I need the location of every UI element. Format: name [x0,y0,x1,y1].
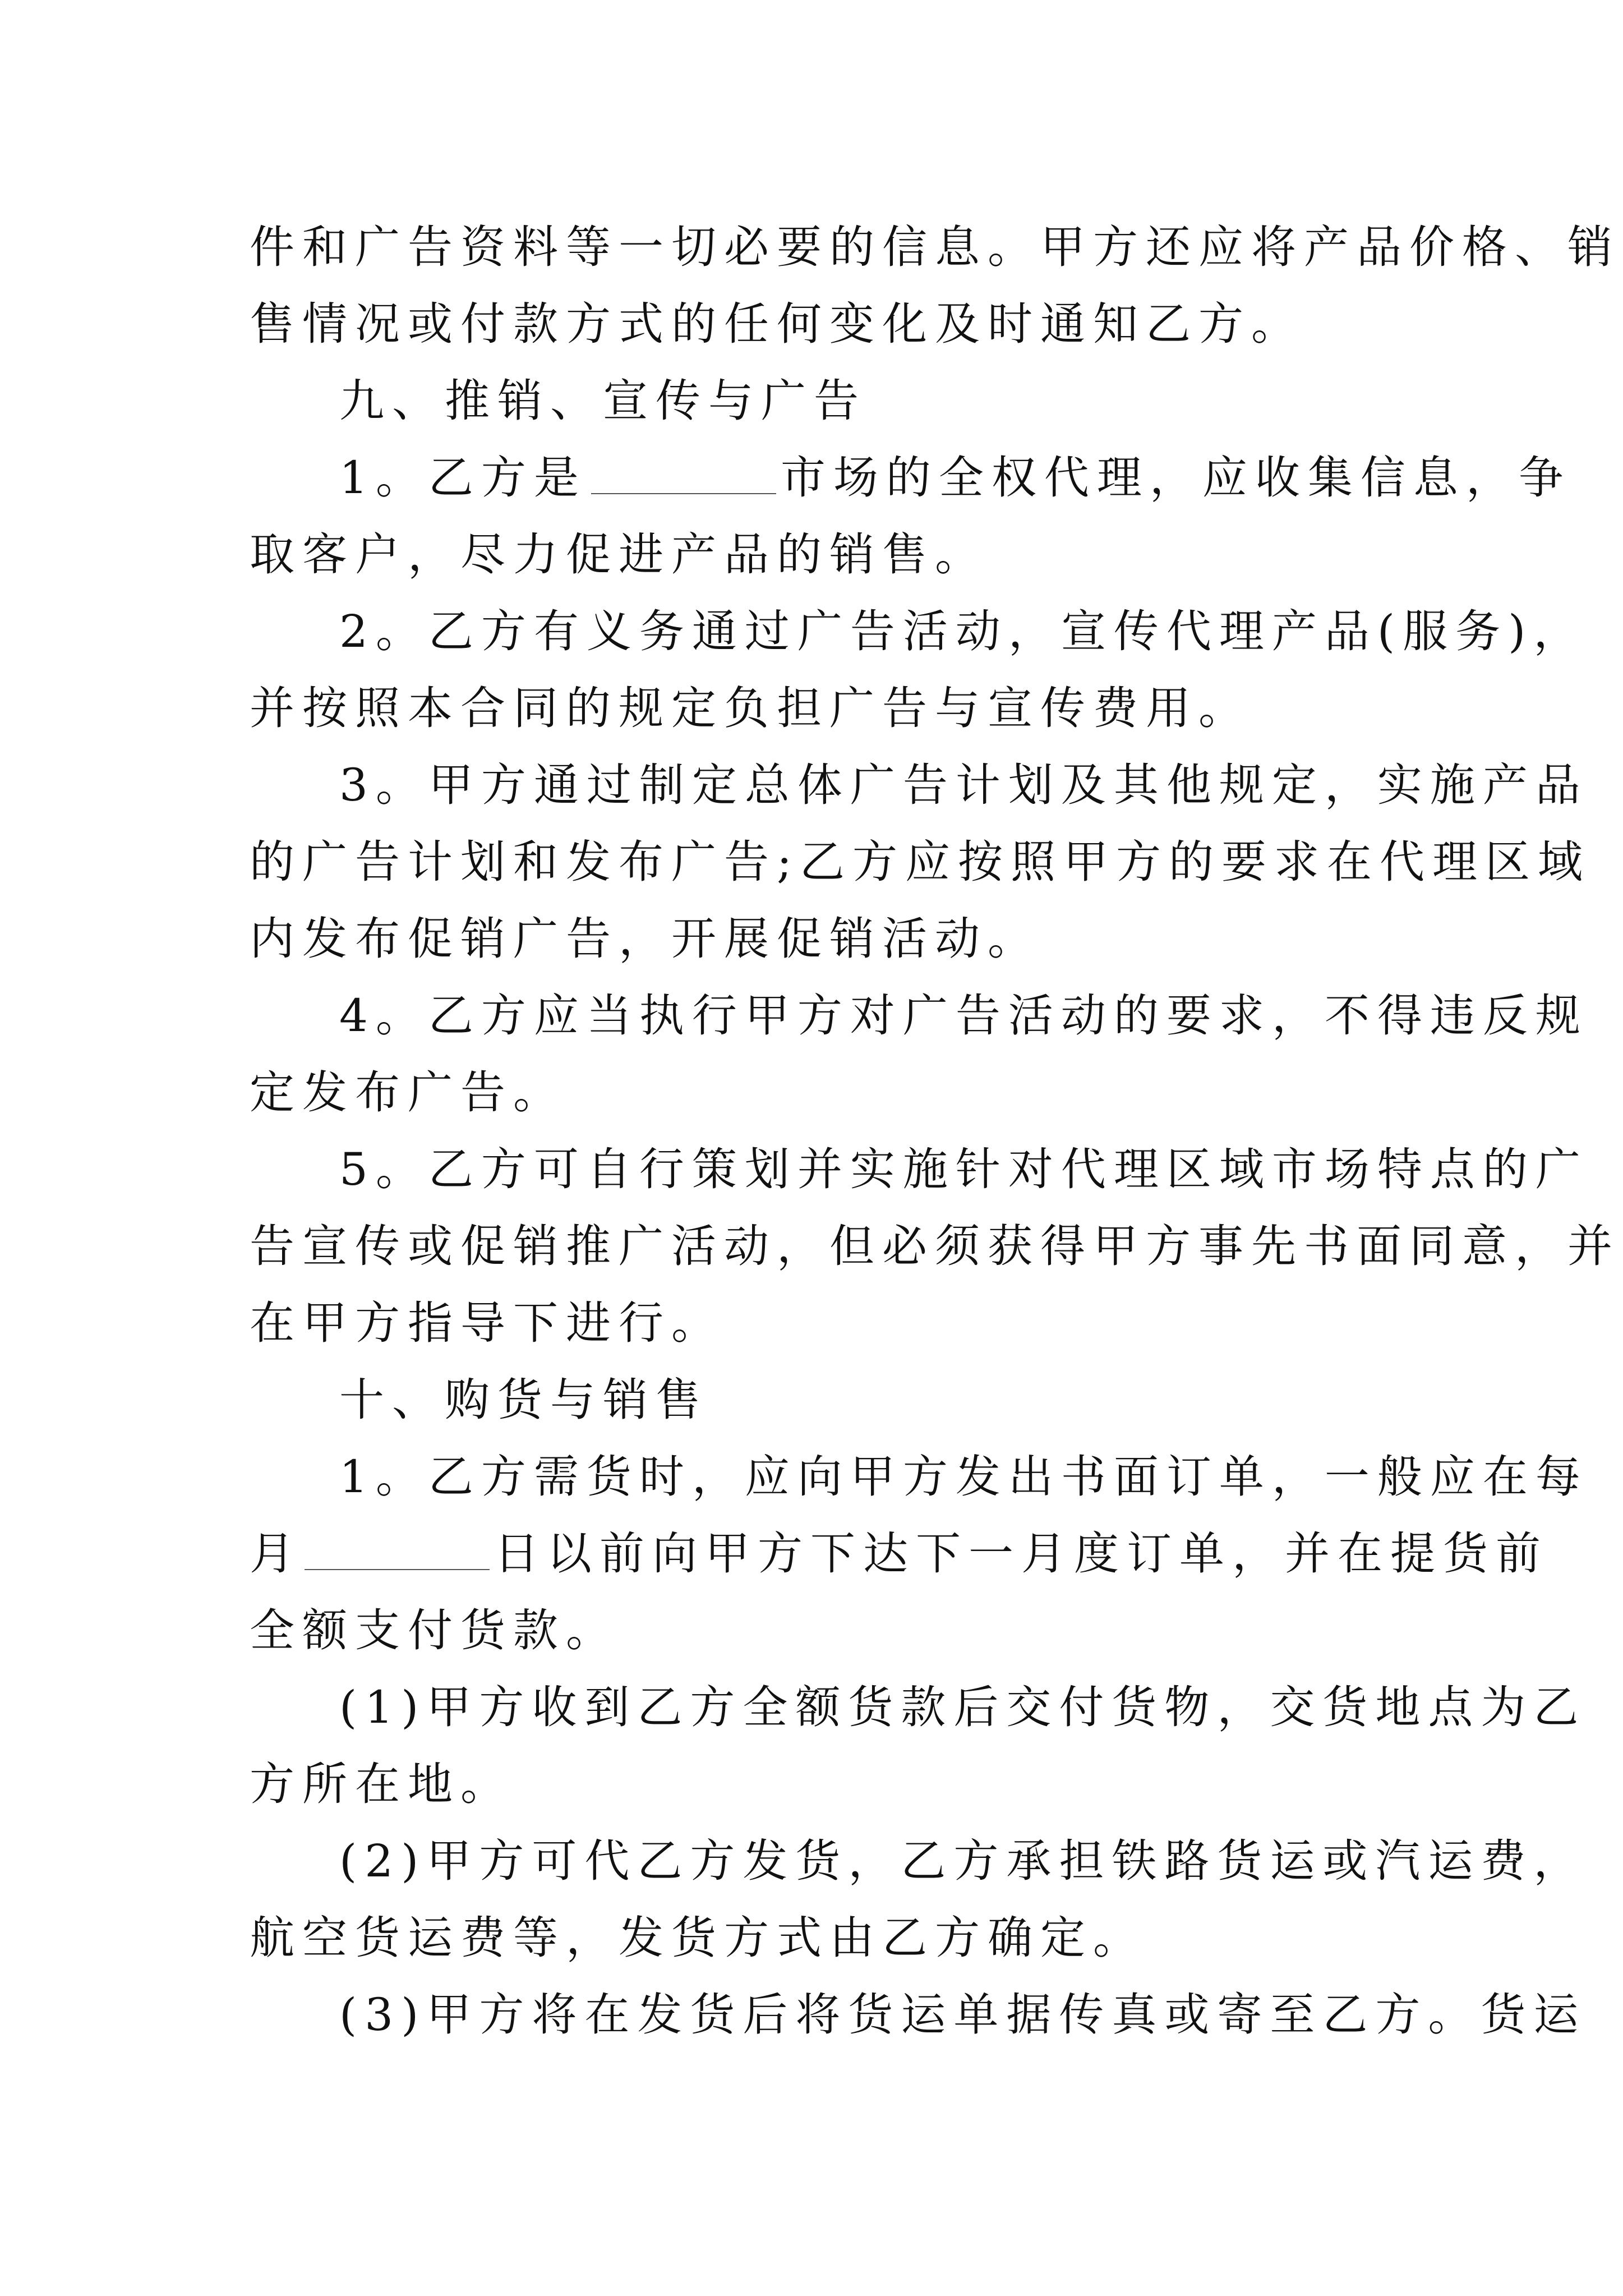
paragraph-line [250,747,1588,823]
text-run: 定发布广告。 [250,1066,566,1119]
paragraph-line [250,1823,1587,1899]
text-run: 方所在地。 [250,1758,513,1810]
text-run: (1)甲方收到乙方全额货款后交付货物，交货地点为乙 [339,1681,1587,1733]
text-run: 日以前向甲方下达下一月度订单，并在提货前 [494,1527,1548,1580]
text-run: 航空货运费等，发货方式由乙方确定。 [250,1912,1146,1964]
document-page [250,209,1620,2053]
text-run: 4。乙方应当执行甲方对广告活动的要求，不得违反规 [339,990,1588,1042]
paragraph-line [250,1438,1588,1515]
text-run: (2)甲方可代乙方发货，乙方承担铁路货运或汽运费， [339,1835,1587,1887]
paragraph-line [250,1515,1548,1592]
text-run: 市场的全权代理，应收集信息，争 [780,452,1571,504]
text-run: 告宣传或促销推广活动，但必须获得甲方事先书面同意，并 [250,1220,1620,1272]
paragraph-line [250,1976,1587,2053]
text-run: 1。乙方需货时，应向甲方发出书面订单，一般应在每 [339,1451,1588,1503]
paragraph-line [250,1592,1391,1669]
section-heading-9 [250,362,1391,439]
text-run: 并按照本合同的规定负担广告与宣传费用。 [250,682,1251,734]
text-run: 取客户，尽力促进产品的销售。 [250,528,988,581]
text-run: 内发布促销广告，开展促销活动。 [250,913,1040,965]
text-run: 在甲方指导下进行。 [250,1297,724,1349]
paragraph-line [250,209,1620,286]
paragraph-line [250,1131,1588,1208]
paragraph-line [250,1899,1391,1976]
text-run: 月 [250,1527,302,1580]
paragraph-line [250,439,1571,516]
text-run: 全额支付货款。 [250,1604,619,1657]
text-run: 售情况或付款方式的任何变化及时通知乙方。 [250,298,1304,350]
paragraph-line [250,900,1391,977]
paragraph-line [250,593,1587,670]
heading-text: 九、推销、宣传与广告 [339,375,866,427]
paragraph-line [250,1208,1620,1285]
paragraph-line [250,1054,1391,1131]
paragraph-line [250,670,1391,747]
text-run: 的广告计划和发布广告;乙方应按照甲方的要求在代理区域 [250,836,1590,888]
paragraph-line [250,1285,1391,1361]
text-run: 2。乙方有义务通过广告活动，宣传代理产品(服务)， [339,605,1587,657]
paragraph-line [250,516,1391,593]
text-run: 件和广告资料等一切必要的信息。甲方还应将产品价格、销 [250,221,1620,273]
fill-in-blank [591,439,776,494]
fill-in-blank [305,1515,490,1570]
text-run: 5。乙方可自行策划并实施针对代理区域市场特点的广 [339,1143,1588,1195]
text-run: 1。乙方是 [339,452,587,504]
paragraph-line [250,1746,1391,1823]
section-heading-10 [250,1361,1391,1438]
paragraph-line [250,977,1588,1054]
text-run: 3。甲方通过制定总体广告计划及其他规定，实施产品 [339,759,1588,811]
heading-text: 十、购货与销售 [339,1374,708,1426]
paragraph-line [250,823,1590,900]
text-run: (3)甲方将在发货后将货运单据传真或寄至乙方。货运 [339,1989,1587,2041]
paragraph-line [250,1669,1587,1746]
paragraph-line [250,286,1391,362]
